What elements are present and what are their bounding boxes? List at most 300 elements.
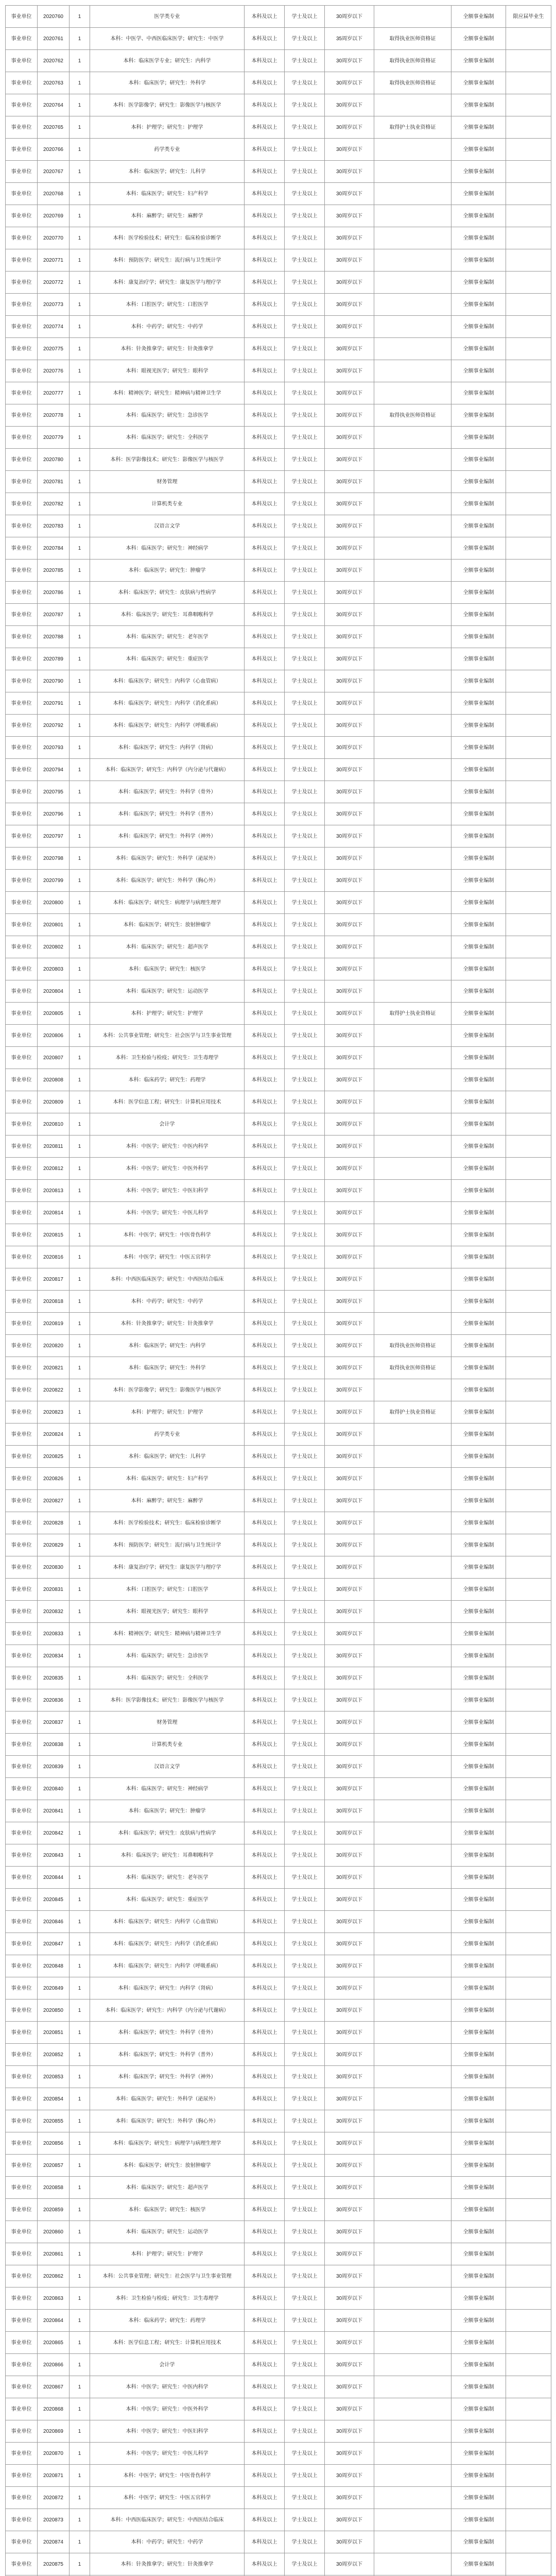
table-row	[6, 1069, 551, 1091]
cell-unit-category: 事业单位	[6, 1047, 38, 1069]
cell-education: 本科及以上	[245, 936, 285, 958]
cell-education: 本科及以上	[245, 626, 285, 648]
cell-unit-category: 事业单位	[6, 50, 38, 72]
cell-age: 30周岁以下	[325, 205, 374, 227]
cell-other-requirement	[374, 2177, 451, 2199]
cell-other-requirement	[374, 1999, 451, 2022]
cell-age: 30周岁以下	[325, 1069, 374, 1091]
cell-education: 本科及以上	[245, 1268, 285, 1291]
cell-age: 30周岁以下	[325, 560, 374, 582]
cell-other-requirement: 取得护士执业资格证	[374, 116, 451, 139]
cell-staffing-type: 全额事业编制	[451, 227, 506, 249]
cell-major-requirement: 本科：临床医学；研究生：内科学（内分泌与代谢病）	[90, 1999, 245, 2022]
cell-major-requirement: 本科：临床医学；研究生：放射肿瘤学	[90, 914, 245, 936]
cell-major-requirement: 本科：临床医学；研究生：全科医学	[90, 427, 245, 449]
cell-education: 本科及以上	[245, 2177, 285, 2199]
cell-major-requirement: 本科：眼视光医学；研究生：眼科学	[90, 1601, 245, 1623]
cell-headcount: 1	[70, 2465, 90, 2487]
cell-major-requirement: 本科：护理学；研究生：护理学	[90, 116, 245, 139]
cell-unit-category: 事业单位	[6, 404, 38, 427]
cell-headcount: 1	[70, 759, 90, 781]
cell-unit-category: 事业单位	[6, 493, 38, 515]
cell-headcount: 1	[70, 604, 90, 626]
cell-education: 本科及以上	[245, 50, 285, 72]
table-row	[6, 1446, 551, 1468]
cell-position-code: 2020777	[38, 382, 70, 404]
cell-headcount: 1	[70, 2287, 90, 2310]
cell-other-requirement	[374, 670, 451, 692]
cell-age: 30周岁以下	[325, 2310, 374, 2332]
cell-position-code: 2020825	[38, 1446, 70, 1468]
cell-position-code: 2020769	[38, 205, 70, 227]
cell-degree: 学士及以上	[285, 2132, 325, 2155]
cell-other-requirement: 取得护士执业资格证	[374, 1003, 451, 1025]
cell-other-requirement	[374, 1645, 451, 1667]
cell-education: 本科及以上	[245, 2487, 285, 2509]
cell-major-requirement: 本科：临床医学；研究生：外科学（泌尿外）	[90, 2088, 245, 2110]
cell-age: 30周岁以下	[325, 1313, 374, 1335]
cell-note	[506, 1756, 551, 1778]
cell-unit-category: 事业单位	[6, 892, 38, 914]
cell-education: 本科及以上	[245, 404, 285, 427]
cell-degree: 学士及以上	[285, 6, 325, 28]
cell-other-requirement	[374, 139, 451, 161]
cell-other-requirement	[374, 427, 451, 449]
cell-unit-category: 事业单位	[6, 1822, 38, 1844]
table-row	[6, 980, 551, 1003]
cell-note	[506, 272, 551, 294]
cell-degree: 学士及以上	[285, 914, 325, 936]
cell-education: 本科及以上	[245, 715, 285, 737]
cell-major-requirement: 本科：中医学；研究生：中医内科学	[90, 1136, 245, 1158]
cell-position-code: 2020827	[38, 1490, 70, 1512]
cell-education: 本科及以上	[245, 1933, 285, 1955]
cell-major-requirement: 本科：临床医学；研究生：核医学	[90, 958, 245, 980]
cell-headcount: 1	[70, 2243, 90, 2265]
cell-note	[506, 2465, 551, 2487]
cell-unit-category: 事业单位	[6, 1446, 38, 1468]
cell-age: 35周岁以下	[325, 28, 374, 50]
table-row	[6, 1689, 551, 1711]
cell-staffing-type: 全额事业编制	[451, 1601, 506, 1623]
cell-education: 本科及以上	[245, 1711, 285, 1734]
cell-other-requirement	[374, 2265, 451, 2287]
cell-other-requirement	[374, 1623, 451, 1645]
cell-unit-category: 事业单位	[6, 1313, 38, 1335]
cell-other-requirement	[374, 1579, 451, 1601]
cell-degree: 学士及以上	[285, 183, 325, 205]
cell-education: 本科及以上	[245, 1468, 285, 1490]
cell-degree: 学士及以上	[285, 1335, 325, 1357]
cell-headcount: 1	[70, 670, 90, 692]
cell-headcount: 1	[70, 2155, 90, 2177]
cell-note	[506, 2022, 551, 2044]
cell-position-code: 2020787	[38, 604, 70, 626]
cell-age: 30周岁以下	[325, 914, 374, 936]
cell-headcount: 1	[70, 2332, 90, 2354]
cell-education: 本科及以上	[245, 892, 285, 914]
cell-major-requirement: 本科：临床医学；研究生：外科学	[90, 1357, 245, 1379]
cell-staffing-type: 全额事业编制	[451, 1423, 506, 1446]
cell-education: 本科及以上	[245, 759, 285, 781]
cell-staffing-type: 全额事业编制	[451, 1025, 506, 1047]
cell-age: 30周岁以下	[325, 493, 374, 515]
cell-unit-category: 事业单位	[6, 560, 38, 582]
cell-note	[506, 2265, 551, 2287]
table-row	[6, 2066, 551, 2088]
cell-unit-category: 事业单位	[6, 471, 38, 493]
cell-education: 本科及以上	[245, 1977, 285, 1999]
cell-degree: 学士及以上	[285, 1003, 325, 1025]
table-row	[6, 1601, 551, 1623]
cell-education: 本科及以上	[245, 1003, 285, 1025]
cell-age: 30周岁以下	[325, 1911, 374, 1933]
cell-note	[506, 1335, 551, 1357]
cell-education: 本科及以上	[245, 1844, 285, 1867]
cell-staffing-type: 全额事业编制	[451, 936, 506, 958]
cell-note	[506, 892, 551, 914]
cell-position-code: 2020810	[38, 1113, 70, 1136]
cell-position-code: 2020856	[38, 2132, 70, 2155]
cell-degree: 学士及以上	[285, 2044, 325, 2066]
cell-major-requirement: 本科：临床医学；研究生：运动医学	[90, 2221, 245, 2243]
cell-note	[506, 1734, 551, 1756]
cell-note	[506, 382, 551, 404]
cell-age: 30周岁以下	[325, 2398, 374, 2420]
cell-position-code: 2020853	[38, 2066, 70, 2088]
cell-unit-category: 事业单位	[6, 2132, 38, 2155]
cell-headcount: 1	[70, 2110, 90, 2132]
cell-unit-category: 事业单位	[6, 72, 38, 94]
cell-unit-category: 事业单位	[6, 2110, 38, 2132]
cell-position-code: 2020799	[38, 870, 70, 892]
cell-age: 30周岁以下	[325, 803, 374, 825]
cell-unit-category: 事业单位	[6, 1291, 38, 1313]
cell-headcount: 1	[70, 449, 90, 471]
cell-other-requirement	[374, 1180, 451, 1202]
cell-note	[506, 604, 551, 626]
cell-degree: 学士及以上	[285, 604, 325, 626]
cell-major-requirement: 会计学	[90, 2354, 245, 2376]
cell-headcount: 1	[70, 1313, 90, 1335]
cell-note	[506, 1136, 551, 1158]
cell-unit-category: 事业单位	[6, 1268, 38, 1291]
cell-major-requirement: 本科：临床医学；研究生：内科学（呼吸系病）	[90, 715, 245, 737]
cell-note	[506, 1069, 551, 1091]
cell-staffing-type: 全额事业编制	[451, 1268, 506, 1291]
table-row	[6, 892, 551, 914]
cell-degree: 学士及以上	[285, 1889, 325, 1911]
cell-degree: 学士及以上	[285, 1933, 325, 1955]
table-row	[6, 1423, 551, 1446]
cell-major-requirement: 本科：临床医学；研究生：内科学（内分泌与代谢病）	[90, 759, 245, 781]
cell-education: 本科及以上	[245, 449, 285, 471]
cell-education: 本科及以上	[245, 1246, 285, 1268]
cell-position-code: 2020824	[38, 1423, 70, 1446]
cell-position-code: 2020842	[38, 1822, 70, 1844]
cell-age: 30周岁以下	[325, 2110, 374, 2132]
cell-note	[506, 1601, 551, 1623]
cell-age: 30周岁以下	[325, 2221, 374, 2243]
cell-degree: 学士及以上	[285, 1180, 325, 1202]
cell-age: 30周岁以下	[325, 848, 374, 870]
cell-education: 本科及以上	[245, 2287, 285, 2310]
cell-other-requirement	[374, 2022, 451, 2044]
table-row	[6, 2243, 551, 2265]
table-row	[6, 2354, 551, 2376]
table-row	[6, 1579, 551, 1601]
cell-unit-category: 事业单位	[6, 1689, 38, 1711]
cell-unit-category: 事业单位	[6, 1224, 38, 1246]
cell-headcount: 1	[70, 1490, 90, 1512]
cell-staffing-type: 全额事业编制	[451, 2332, 506, 2354]
cell-education: 本科及以上	[245, 803, 285, 825]
cell-headcount: 1	[70, 1291, 90, 1313]
cell-headcount: 1	[70, 2398, 90, 2420]
table-row	[6, 803, 551, 825]
cell-major-requirement: 本科：临床医学；研究生：内科学（消化系病）	[90, 692, 245, 715]
cell-position-code: 2020839	[38, 1756, 70, 1778]
cell-staffing-type: 全额事业编制	[451, 1512, 506, 1534]
cell-education: 本科及以上	[245, 1446, 285, 1468]
cell-position-code: 2020822	[38, 1379, 70, 1401]
table-row	[6, 360, 551, 382]
cell-staffing-type: 全额事业编制	[451, 1291, 506, 1313]
cell-position-code: 2020786	[38, 582, 70, 604]
cell-age: 30周岁以下	[325, 781, 374, 803]
cell-education: 本科及以上	[245, 2443, 285, 2465]
cell-note	[506, 2487, 551, 2509]
cell-position-code: 2020773	[38, 294, 70, 316]
cell-staffing-type: 全额事业编制	[451, 1003, 506, 1025]
cell-staffing-type: 全额事业编制	[451, 1822, 506, 1844]
cell-other-requirement: 取得执业医师资格证	[374, 404, 451, 427]
cell-degree: 学士及以上	[285, 759, 325, 781]
cell-other-requirement	[374, 1025, 451, 1047]
cell-education: 本科及以上	[245, 1113, 285, 1136]
cell-headcount: 1	[70, 2221, 90, 2243]
cell-major-requirement: 本科：临床医学；研究生：外科学	[90, 72, 245, 94]
cell-other-requirement	[374, 493, 451, 515]
cell-staffing-type: 全额事业编制	[451, 2487, 506, 2509]
cell-degree: 学士及以上	[285, 2155, 325, 2177]
cell-staffing-type: 全额事业编制	[451, 1955, 506, 1977]
cell-unit-category: 事业单位	[6, 1889, 38, 1911]
cell-unit-category: 事业单位	[6, 2044, 38, 2066]
cell-age: 30周岁以下	[325, 161, 374, 183]
cell-degree: 学士及以上	[285, 2310, 325, 2332]
cell-staffing-type: 全额事业编制	[451, 1246, 506, 1268]
cell-staffing-type: 全额事业编制	[451, 914, 506, 936]
cell-degree: 学士及以上	[285, 560, 325, 582]
cell-staffing-type: 全额事业编制	[451, 1711, 506, 1734]
cell-major-requirement: 本科：医学检验技术；研究生：临床检验诊断学	[90, 1512, 245, 1534]
cell-unit-category: 事业单位	[6, 648, 38, 670]
cell-other-requirement	[374, 803, 451, 825]
cell-degree: 学士及以上	[285, 582, 325, 604]
cell-education: 本科及以上	[245, 604, 285, 626]
cell-headcount: 1	[70, 1379, 90, 1401]
cell-age: 30周岁以下	[325, 2044, 374, 2066]
cell-headcount: 1	[70, 50, 90, 72]
cell-note	[506, 1490, 551, 1512]
cell-age: 30周岁以下	[325, 1623, 374, 1645]
table-row	[6, 1911, 551, 1933]
cell-note	[506, 94, 551, 116]
cell-unit-category: 事业单位	[6, 161, 38, 183]
table-row	[6, 272, 551, 294]
cell-staffing-type: 全额事业编制	[451, 2443, 506, 2465]
cell-unit-category: 事业单位	[6, 1534, 38, 1556]
cell-age: 30周岁以下	[325, 360, 374, 382]
table-row	[6, 848, 551, 870]
cell-age: 30周岁以下	[325, 294, 374, 316]
cell-degree: 学士及以上	[285, 316, 325, 338]
table-row	[6, 28, 551, 50]
cell-position-code: 2020848	[38, 1955, 70, 1977]
cell-age: 30周岁以下	[325, 139, 374, 161]
cell-other-requirement	[374, 715, 451, 737]
cell-staffing-type: 全额事业编制	[451, 272, 506, 294]
cell-degree: 学士及以上	[285, 1025, 325, 1047]
cell-staffing-type: 全额事业编制	[451, 2199, 506, 2221]
cell-headcount: 1	[70, 1556, 90, 1579]
cell-other-requirement	[374, 1933, 451, 1955]
cell-age: 30周岁以下	[325, 1778, 374, 1800]
cell-note	[506, 1999, 551, 2022]
cell-major-requirement: 本科：公共事业管理；研究生：社会医学与卫生事业管理	[90, 1025, 245, 1047]
table-row	[6, 294, 551, 316]
cell-position-code: 2020766	[38, 139, 70, 161]
cell-major-requirement: 本科：临床医学；研究生：病理学与病理生理学	[90, 892, 245, 914]
cell-note	[506, 1667, 551, 1689]
cell-headcount: 1	[70, 626, 90, 648]
cell-major-requirement: 本科：临床医学；研究生：内科学（肾病）	[90, 737, 245, 759]
cell-note	[506, 2420, 551, 2443]
cell-headcount: 1	[70, 1933, 90, 1955]
cell-education: 本科及以上	[245, 2221, 285, 2243]
cell-staffing-type: 全额事业编制	[451, 1756, 506, 1778]
cell-staffing-type: 全额事业编制	[451, 737, 506, 759]
cell-headcount: 1	[70, 537, 90, 560]
cell-position-code: 2020859	[38, 2199, 70, 2221]
cell-age: 30周岁以下	[325, 1357, 374, 1379]
cell-other-requirement	[374, 825, 451, 848]
cell-major-requirement: 本科：临床医学；研究生：内科学（心血管病）	[90, 670, 245, 692]
table-row	[6, 1711, 551, 1734]
cell-age: 30周岁以下	[325, 116, 374, 139]
cell-headcount: 1	[70, 2066, 90, 2088]
table-row	[6, 1335, 551, 1357]
cell-education: 本科及以上	[245, 2044, 285, 2066]
cell-note	[506, 2398, 551, 2420]
cell-degree: 学士及以上	[285, 404, 325, 427]
cell-major-requirement: 本科：临床医学；研究生：外科学（普外）	[90, 803, 245, 825]
cell-major-requirement: 本科：临床医学；研究生：外科学（骨外）	[90, 2022, 245, 2044]
cell-note	[506, 870, 551, 892]
cell-education: 本科及以上	[245, 272, 285, 294]
cell-headcount: 1	[70, 1468, 90, 1490]
cell-unit-category: 事业单位	[6, 737, 38, 759]
cell-education: 本科及以上	[245, 2398, 285, 2420]
cell-note	[506, 803, 551, 825]
cell-other-requirement	[374, 2066, 451, 2088]
cell-note	[506, 493, 551, 515]
cell-headcount: 1	[70, 1446, 90, 1468]
cell-education: 本科及以上	[245, 338, 285, 360]
cell-education: 本科及以上	[245, 1091, 285, 1113]
cell-headcount: 1	[70, 848, 90, 870]
cell-note	[506, 2310, 551, 2332]
cell-other-requirement	[374, 1667, 451, 1689]
cell-unit-category: 事业单位	[6, 2221, 38, 2243]
cell-degree: 学士及以上	[285, 2354, 325, 2376]
cell-headcount: 1	[70, 1202, 90, 1224]
cell-headcount: 1	[70, 2044, 90, 2066]
cell-other-requirement: 取得执业医师资格证	[374, 50, 451, 72]
cell-position-code: 2020788	[38, 626, 70, 648]
cell-note	[506, 2044, 551, 2066]
cell-position-code: 2020795	[38, 781, 70, 803]
table-row	[6, 1313, 551, 1335]
cell-note	[506, 1025, 551, 1047]
cell-age: 30周岁以下	[325, 2066, 374, 2088]
cell-staffing-type: 全额事业编制	[451, 50, 506, 72]
cell-note	[506, 1246, 551, 1268]
cell-education: 本科及以上	[245, 94, 285, 116]
cell-headcount: 1	[70, 1091, 90, 1113]
cell-major-requirement: 药学类专业	[90, 1423, 245, 1446]
cell-position-code: 2020765	[38, 116, 70, 139]
cell-degree: 学士及以上	[285, 2376, 325, 2398]
cell-degree: 学士及以上	[285, 781, 325, 803]
cell-unit-category: 事业单位	[6, 6, 38, 28]
cell-position-code: 2020761	[38, 28, 70, 50]
cell-staffing-type: 全额事业编制	[451, 205, 506, 227]
cell-education: 本科及以上	[245, 1800, 285, 1822]
cell-headcount: 1	[70, 1689, 90, 1711]
cell-headcount: 1	[70, 1512, 90, 1534]
cell-degree: 学士及以上	[285, 1291, 325, 1313]
cell-age: 30周岁以下	[325, 1822, 374, 1844]
cell-staffing-type: 全额事业编制	[451, 1069, 506, 1091]
cell-education: 本科及以上	[245, 1955, 285, 1977]
cell-other-requirement	[374, 1423, 451, 1446]
cell-other-requirement	[374, 1977, 451, 1999]
cell-education: 本科及以上	[245, 2199, 285, 2221]
cell-staffing-type: 全额事业编制	[451, 2310, 506, 2332]
table-row	[6, 1778, 551, 1800]
table-row	[6, 1800, 551, 1822]
cell-age: 30周岁以下	[325, 2155, 374, 2177]
cell-staffing-type: 全额事业编制	[451, 1867, 506, 1889]
cell-staffing-type: 全额事业编制	[451, 382, 506, 404]
cell-unit-category: 事业单位	[6, 1579, 38, 1601]
cell-staffing-type: 全额事业编制	[451, 1401, 506, 1423]
cell-note	[506, 670, 551, 692]
cell-headcount: 1	[70, 116, 90, 139]
cell-unit-category: 事业单位	[6, 1091, 38, 1113]
cell-major-requirement: 本科：临床医学；研究生：皮肤病与性病学	[90, 1822, 245, 1844]
cell-education: 本科及以上	[245, 1291, 285, 1313]
cell-headcount: 1	[70, 1977, 90, 1999]
cell-note	[506, 1113, 551, 1136]
cell-note	[506, 1867, 551, 1889]
cell-other-requirement	[374, 94, 451, 116]
cell-position-code: 2020852	[38, 2044, 70, 2066]
table-row	[6, 1734, 551, 1756]
cell-major-requirement: 本科：中医学；研究生：中医妇科学	[90, 2420, 245, 2443]
